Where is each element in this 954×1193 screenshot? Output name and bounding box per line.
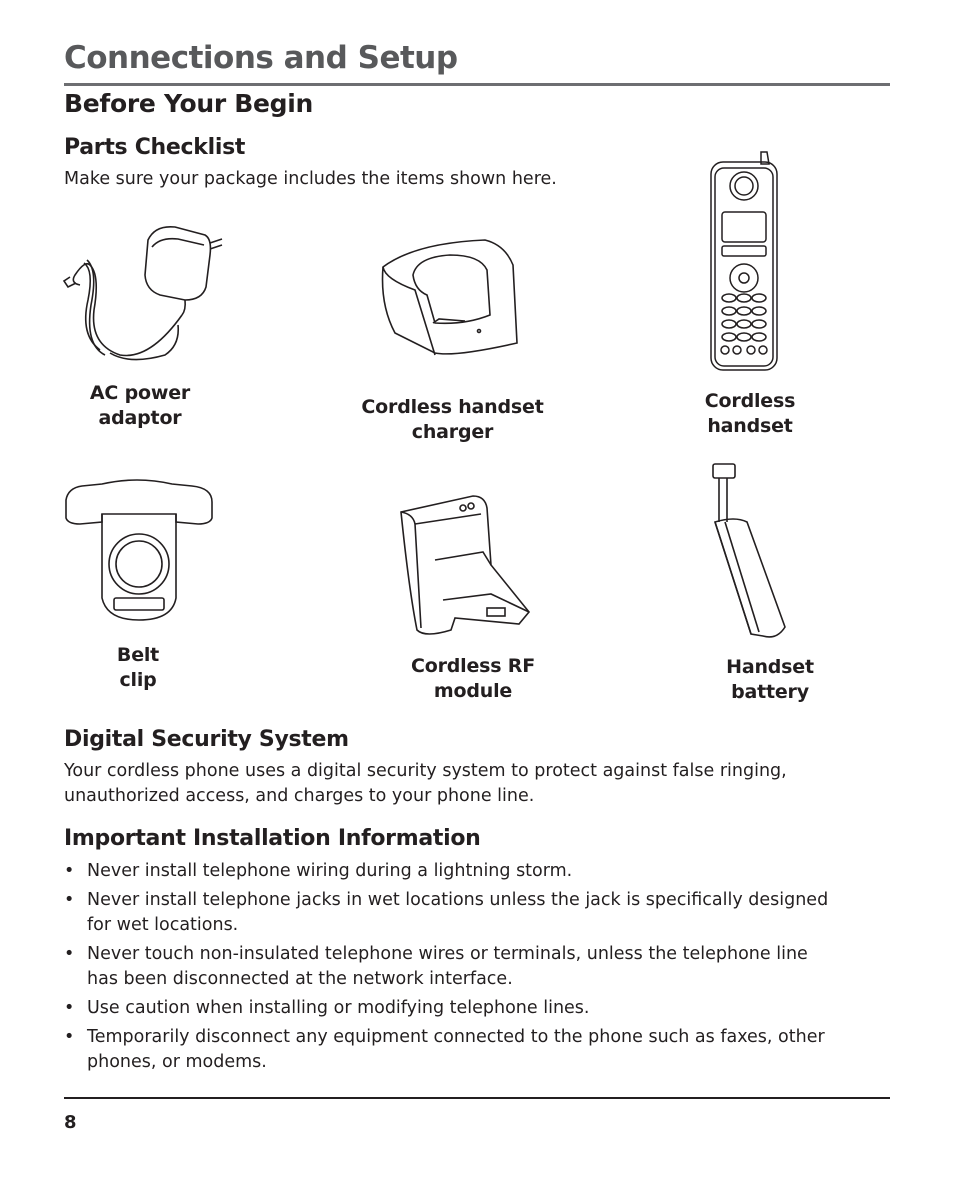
item-caption-belt-clip: Belt clip bbox=[116, 644, 160, 691]
item-caption-battery: Handset battery bbox=[726, 656, 814, 703]
parts-checklist-heading: Parts Checklist bbox=[64, 135, 246, 160]
title-rule bbox=[64, 83, 890, 86]
list-item: • Never touch non-insulated telephone wires or terminals, unless the telephone line has been disconnected at the network interface. bbox=[64, 942, 894, 992]
list-item: • Never install telephone wiring during a lightning storm. bbox=[64, 859, 894, 884]
list-item: • Temporarily disconnect any equipment connected to the phone such as faxes, other phones, or modems. bbox=[64, 1025, 894, 1075]
item-caption-ac-adaptor: AC power adaptor bbox=[89, 382, 191, 429]
item-caption-handset: Cordless handset bbox=[704, 390, 796, 437]
page-title: Connections and Setup bbox=[64, 40, 458, 76]
ac-adaptor-icon bbox=[60, 215, 230, 370]
list-item: • Use caution when installing or modifying telephone lines. bbox=[64, 996, 894, 1021]
page-number: 8 bbox=[64, 1112, 77, 1133]
belt-clip-icon bbox=[62, 478, 217, 628]
digital-security-heading: Digital Security System bbox=[64, 727, 349, 752]
section-title: Before Your Begin bbox=[64, 89, 314, 118]
charger-icon bbox=[375, 235, 520, 360]
item-caption-charger: Cordless handset charger bbox=[361, 396, 544, 443]
installation-list bbox=[64, 859, 894, 1079]
parts-checklist-intro: Make sure your package includes the items shown here. bbox=[64, 169, 557, 189]
rf-module-icon bbox=[395, 490, 535, 640]
battery-icon bbox=[705, 462, 795, 642]
item-caption-rf-module: Cordless RF module bbox=[410, 655, 535, 702]
list-item: • Never install telephone jacks in wet locations unless the jack is specifically designed for wet locations. bbox=[64, 888, 894, 938]
handset-icon bbox=[705, 150, 785, 375]
installation-heading: Important Installation Information bbox=[64, 826, 481, 851]
footer-rule bbox=[64, 1097, 890, 1099]
digital-security-text: Your cordless phone uses a digital security system to protect against false ringing, unauthorized access, and charges to your phone line. bbox=[64, 761, 787, 806]
